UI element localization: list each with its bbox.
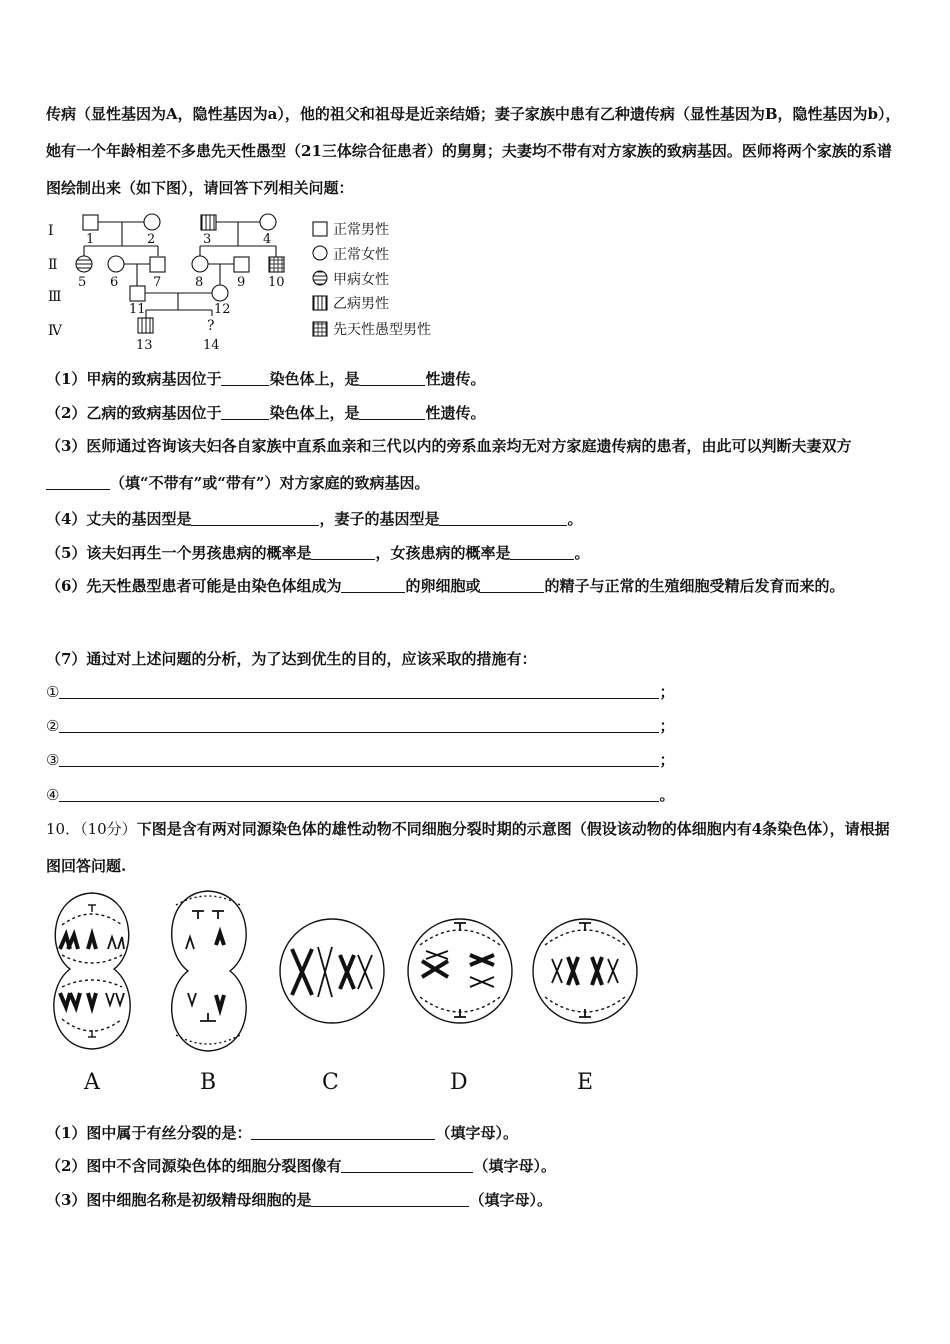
answer-blank[interactable] (221, 369, 269, 386)
legend-disease-a-female: 甲病女性 (333, 272, 389, 288)
answer-blank[interactable] (59, 750, 659, 767)
cell-d (408, 919, 512, 1023)
legend-normal-female: 正常女性 (333, 247, 389, 263)
answer-blank[interactable] (59, 716, 659, 733)
answer-blank[interactable] (59, 682, 659, 699)
individual-9-male (234, 257, 249, 272)
answer-blank[interactable] (359, 369, 425, 386)
answer-blank[interactable] (191, 509, 319, 526)
individual-7-male (150, 257, 165, 272)
legend-normal-male: 正常男性 (333, 222, 389, 238)
cell-e (533, 919, 637, 1023)
q10-sub2: （2）图中不含同源染色体的细胞分裂图像有 （填字母）。 (46, 1157, 556, 1175)
number-5: 5 (78, 275, 87, 290)
individual-14-unknown: ? (207, 318, 215, 334)
cell-label-c: C (322, 1070, 339, 1095)
q10-stem: 10．（10分）下图是含有两对同源染色体的雄性动物不同细胞分裂时期的示意图（假设该动物的体细胞内有4条染色体），请根据图回答问题. (46, 820, 890, 875)
individual-2-female (144, 214, 160, 230)
number-1: 1 (86, 232, 95, 247)
q9-sub6: （6）先天性愚型患者可能是由染色体组成为 的卵细胞或 的精子与正常的生殖细胞受精后发育而来的。 (46, 577, 845, 595)
legend-disease-b-male-icon (313, 296, 327, 310)
cell-a (54, 893, 130, 1049)
answer-blank[interactable] (311, 1190, 469, 1207)
answer-blank[interactable] (46, 473, 110, 490)
answer-blank[interactable] (341, 1156, 473, 1173)
gen-label-4: Ⅳ (48, 323, 62, 339)
gen-label-1: Ⅰ (48, 223, 54, 239)
intro-paragraph: 传病（显性基因为A，隐性基因为a），他的祖父和祖母是近亲结婚；妻子家族中患有乙种遗传病（显性基因为B，隐性基因为b），她有一个年龄相差不多患先天性愚型（21三体综合征患者）的舅舅；夫妻均不带有对方家族的致病基因。医师将两个家族的系谱图绘制出来（如下图），请回答下列相关问题： (46, 105, 901, 197)
number-2: 2 (147, 232, 156, 247)
individual-8-female (192, 256, 208, 272)
answer-blank[interactable] (480, 576, 544, 593)
q9-sub2: （2）乙病的致病基因位于 染色体上，是 性遗传。 (46, 404, 486, 422)
cell-label-d: D (450, 1070, 468, 1095)
answer-blank[interactable] (221, 403, 269, 420)
answer-blank[interactable] (439, 509, 567, 526)
number-8: 8 (195, 275, 204, 290)
legend-disease-a-female-icon (313, 271, 327, 285)
number-3: 3 (203, 232, 212, 247)
answer-blank[interactable] (251, 1123, 435, 1140)
answer-blank[interactable] (510, 543, 574, 560)
q9-sub4: （4）丈夫的基因型是 ，妻子的基因型是 。 (46, 510, 583, 528)
answer-blank[interactable] (311, 543, 375, 560)
individual-3-affected-b (201, 215, 216, 230)
individual-11-male (130, 286, 145, 301)
individual-13-affected-b (138, 318, 153, 333)
gen-label-2: Ⅱ (48, 257, 58, 273)
gen-label-3: Ⅲ (48, 289, 62, 305)
answer-blank[interactable] (59, 785, 659, 802)
individual-1-male (83, 215, 98, 230)
q9-sub1: （1）甲病的致病基因位于 染色体上，是 性遗传。 (46, 370, 486, 388)
number-14: 14 (203, 338, 220, 353)
measure-4: ④ 。 (46, 786, 675, 804)
number-4: 4 (263, 232, 272, 247)
legend-disease-b-male: 乙病男性 (333, 296, 389, 312)
individual-6-female (108, 256, 124, 272)
measure-2: ② ； (46, 717, 675, 735)
number-13: 13 (136, 338, 153, 353)
cell-label-e: E (577, 1070, 594, 1095)
cell-label-a: A (84, 1070, 100, 1095)
cell-c (280, 919, 384, 1023)
legend-normal-male-icon (313, 222, 327, 236)
q10-sub3: （3）图中细胞名称是初级精母细胞的是 （填字母）。 (46, 1191, 552, 1209)
number-9: 9 (237, 275, 246, 290)
answer-blank[interactable] (359, 403, 425, 420)
individual-10-down-syndrome (269, 257, 284, 272)
measure-3: ③ ； (46, 751, 675, 769)
individual-4-female (260, 214, 276, 230)
legend-normal-female-icon (313, 246, 327, 260)
cell-b (172, 891, 246, 1051)
number-11: 11 (129, 302, 146, 317)
number-6: 6 (110, 275, 119, 290)
q9-sub5: （5）该夫妇再生一个男孩患病的概率是 ，女孩患病的概率是 。 (46, 544, 590, 562)
measure-1: ① ； (46, 683, 675, 701)
individual-12-female (212, 285, 228, 301)
cell-label-b: B (200, 1070, 217, 1095)
q10-sub1: （1）图中属于有丝分裂的是： （填字母）。 (46, 1124, 518, 1142)
answer-blank[interactable] (341, 576, 405, 593)
q9-sub7: （7）通过对上述问题的分析，为了达到优生的目的，应该采取的措施有： (46, 650, 537, 668)
legend-down-syndrome-male: 先天性愚型男性 (333, 322, 431, 338)
legend-down-syndrome-male-icon (313, 322, 327, 336)
number-12: 12 (214, 302, 231, 317)
q9-sub3: （3）医师通过咨询该夫妇各自家族中直系血亲和三代以内的旁系血亲均无对方家庭遗传病的患者，由此可以判断夫妻双方（填“不带有”或“带有”）对方家庭的致病基因。 (46, 437, 852, 492)
number-10: 10 (268, 275, 285, 290)
pedigree-chart (40, 206, 460, 356)
number-7: 7 (153, 275, 162, 290)
individual-5-affected-a (76, 256, 92, 272)
cell-division-figure (40, 885, 650, 1097)
